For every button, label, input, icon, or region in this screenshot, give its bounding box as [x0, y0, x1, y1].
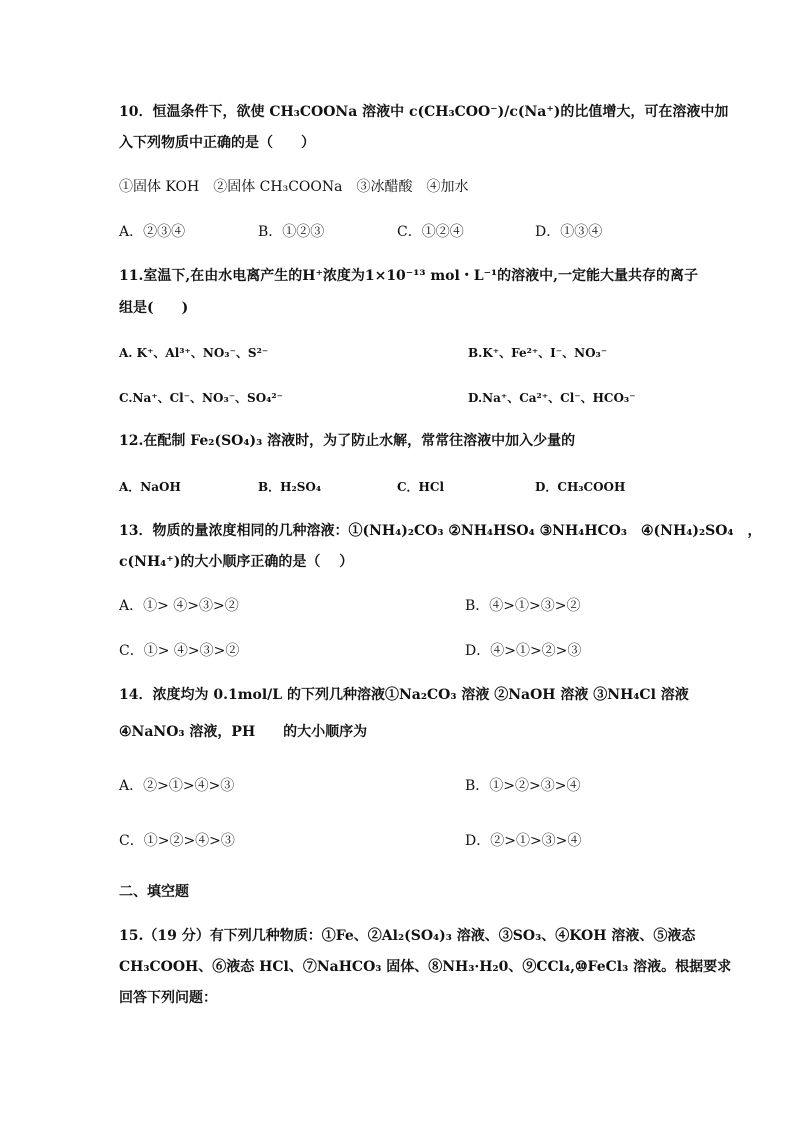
- q10-option-d: D．①③④: [535, 224, 603, 240]
- q11-stem-line1: 11.室温下,在由水电离产生的H⁺浓度为1×10⁻¹³ mol・L⁻¹的溶液中,一定能大量共存的离子: [119, 268, 699, 284]
- q14-stem-line1: 14．浓度均为 0.1mol/L 的下列几种溶液①Na₂CO₃ 溶液 ②NaOH 溶液 ③NH₄Cl 溶液: [119, 687, 689, 703]
- q15-line1: 15.（19 分）有下列几种物质：①Fe、②Al₂(SO₄)₃ 溶液、③SO₃、④KOH 溶液、⑤液态: [119, 928, 696, 944]
- q12-option-b: B．H₂SO₄: [258, 480, 322, 494]
- section-title: 二、填空题: [119, 884, 189, 900]
- q13-option-a: A．①> ④>③>②: [119, 598, 239, 614]
- q10-option-c: C．①②④: [397, 224, 464, 240]
- q12-option-c: C．HCl: [397, 480, 444, 494]
- q10-stem-line2: 入下列物质中正确的是（ ）: [119, 135, 315, 151]
- q12-option-a: A．NaOH: [119, 480, 181, 494]
- q10-stem-line1: 10．恒温条件下，欲使 CH₃COONa 溶液中 c(CH₃COO⁻)/c(Na⁺)的比值增大，可在溶液中加: [119, 104, 729, 120]
- q15-line3: 回答下列问题：: [119, 990, 217, 1006]
- q12-stem: 12.在配制 Fe₂(SO₄)₃ 溶液时，为了防止水解，常常往溶液中加入少量的: [119, 433, 576, 449]
- q13-option-b: B．④>①>③>②: [465, 598, 581, 614]
- q15-line2: CH₃COOH、⑥液态 HCl、⑦NaHCO₃ 固体、⑧NH₃·H₂0、⑨CCl₄,⑩FeCl₃ 溶液。根据要求: [119, 959, 732, 975]
- q10-option-a: A．②③④: [119, 224, 186, 240]
- q13-stem-line1: 13．物质的量浓度相同的几种溶液：①(NH₄)₂CO₃ ②NH₄HSO₄ ③NH₄HCO₃ ④(NH₄)₂SO₄ ，: [119, 523, 762, 539]
- q11-stem-line2: 组是( ): [119, 300, 189, 316]
- q13-option-d: D．④>①>②>③: [465, 643, 582, 659]
- q12-option-d: D．CH₃COOH: [535, 480, 626, 494]
- q10-choices: ①固体 KOH ②固体 CH₃COONa ③冰醋酸 ④加水: [119, 179, 469, 195]
- q14-option-c: C．①>②>④>③: [119, 833, 235, 849]
- q13-option-c: C．①> ④>③>②: [119, 643, 240, 659]
- q11-option-d: D.Na⁺、Ca²⁺、Cl⁻、HCO₃⁻: [468, 391, 636, 405]
- q14-option-b: B．①>②>③>④: [465, 778, 581, 794]
- q11-option-a: A. K⁺、Al³⁺、NO₃⁻、S²⁻: [119, 346, 269, 360]
- q10-option-b: B．①②③: [258, 224, 325, 240]
- q14-option-a: A．②>①>④>③: [119, 778, 235, 794]
- q13-stem-line2: c(NH₄⁺)的大小顺序正确的是（ ）: [119, 554, 354, 570]
- q14-stem-line2: ④NaNO₃ 溶液，PH 的大小顺序为: [119, 724, 368, 740]
- q14-option-d: D．②>①>③>④: [465, 833, 582, 849]
- q11-option-b: B.K⁺、Fe²⁺、I⁻、NO₃⁻: [468, 346, 608, 360]
- q11-option-c: C.Na⁺、Cl⁻、NO₃⁻、SO₄²⁻: [119, 391, 284, 405]
